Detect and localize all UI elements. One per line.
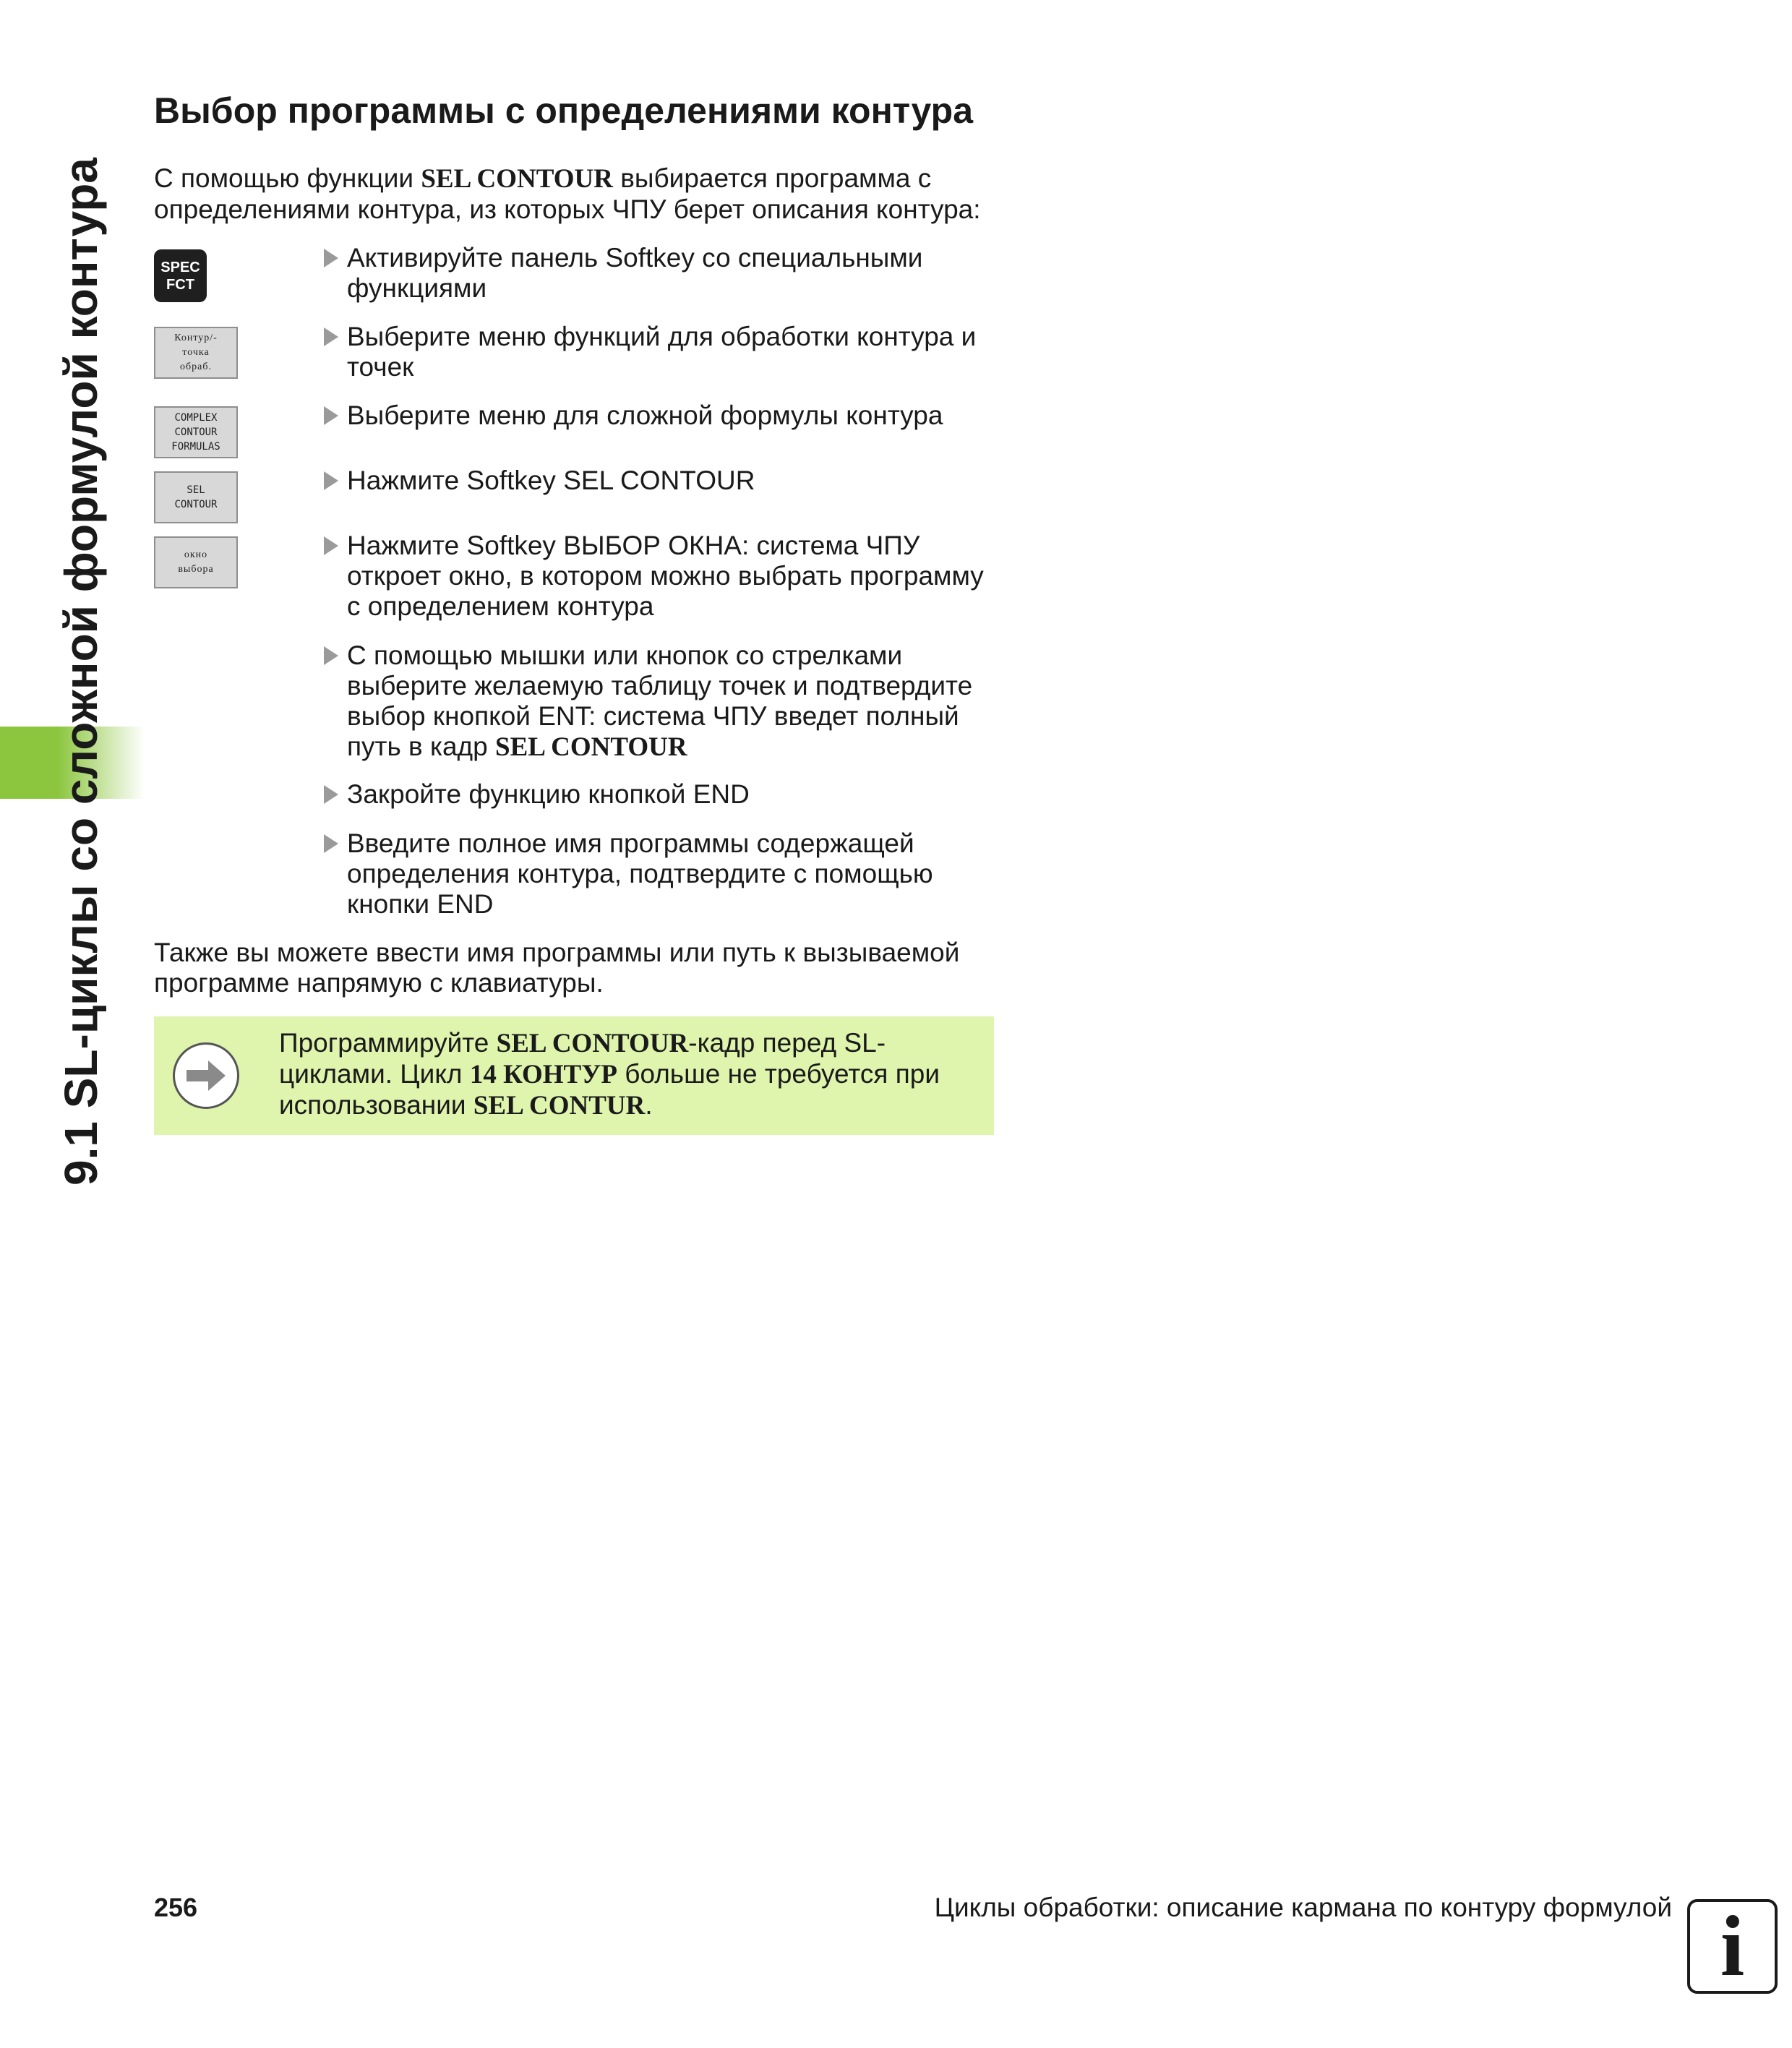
step-arrow-icon bbox=[324, 536, 338, 555]
step-arrow-icon bbox=[324, 785, 338, 804]
step-item: Выберите меню функций для обработки контура и точек bbox=[324, 322, 1003, 382]
info-icon: i bbox=[1687, 1899, 1778, 1994]
section-heading: Выбор программы с определениями контура bbox=[154, 90, 974, 131]
step-arrow-icon bbox=[324, 249, 338, 267]
softkey-complex-contour-formulas-icon: COMPLEX CONTOUR FORMULAS bbox=[154, 406, 238, 458]
step-item: Закройте функцию кнопкой END bbox=[324, 779, 1003, 810]
step-arrow-icon bbox=[324, 471, 338, 490]
step-item: Активируйте панель Softkey со специальными функциями bbox=[324, 243, 1003, 304]
tail-paragraph: Также вы можете ввести имя программы или путь к вызываемой программе напрямую с клавиатуры. bbox=[154, 938, 960, 998]
intro-paragraph: С помощью функции SEL CONTOUR выбирается программа с определениями контура, из которых ЧПУ берет описания контура: bbox=[154, 163, 981, 224]
step-item: Нажмите Softkey SEL CONTOUR bbox=[324, 466, 1003, 496]
step-item: Нажмите Softkey ВЫБОР ОКНА: система ЧПУ откроет окно, в котором можно выбрать программу с определением контура bbox=[324, 531, 1003, 622]
step-arrow-icon bbox=[324, 646, 338, 665]
step-item: С помощью мышки или кнопок со стрелками выберите желаемую таблицу точек и подтвердите выбор кнопкой ENT: система ЧПУ введет полный путь в кадр SEL CONTOUR bbox=[324, 640, 1003, 763]
note-text: Программируйте SEL CONTOUR-кадр перед SL-циклами. Цикл 14 КОНТУР больше не требуется при использовании SEL CONTUR. bbox=[279, 1028, 940, 1121]
softkey-window-select-icon: окно выбора bbox=[154, 536, 238, 588]
step-keyword: SEL CONTOUR bbox=[495, 732, 687, 762]
chapter-side-title: 9.1 SL-циклы со сложной формулой контура bbox=[55, 158, 107, 1186]
page-number: 256 bbox=[154, 1893, 198, 1922]
arrow-right-icon bbox=[173, 1042, 239, 1109]
step-arrow-icon bbox=[324, 327, 338, 346]
intro-keyword: SEL CONTOUR bbox=[421, 164, 613, 194]
step-item: Введите полное имя программы содержащей определения контура, подтвердите с помощью кнопки END bbox=[324, 828, 1003, 920]
step-item: Выберите меню для сложной формулы контура bbox=[324, 400, 1003, 431]
spec-fct-key-icon: SPEC FCT bbox=[154, 249, 207, 302]
footer-title: Циклы обработки: описание кармана по контуру формулой bbox=[934, 1893, 1672, 1922]
step-arrow-icon bbox=[324, 406, 338, 425]
note-box bbox=[154, 1016, 994, 1135]
softkey-contour-point-icon: Контур/- точка обраб. bbox=[154, 327, 238, 379]
step-arrow-icon bbox=[324, 834, 338, 853]
softkey-sel-contour-icon: SEL CONTOUR bbox=[154, 471, 238, 523]
